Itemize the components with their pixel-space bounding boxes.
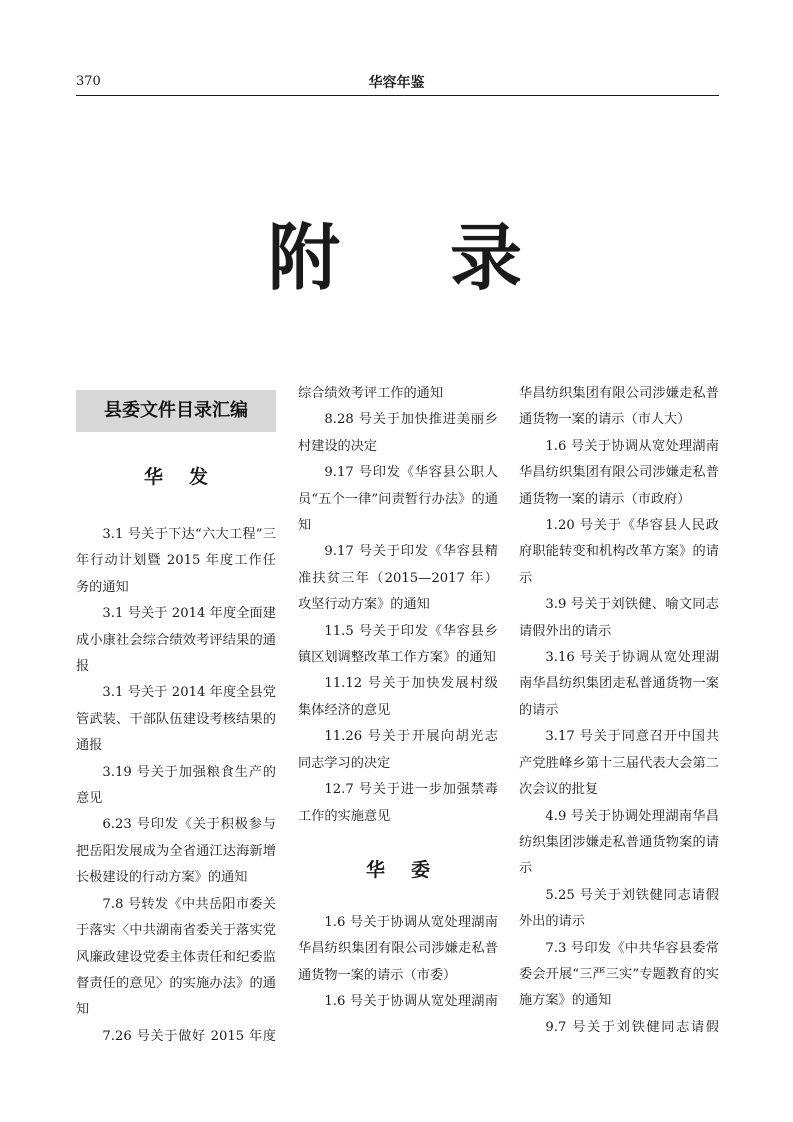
list-item: 11.5 号关于印发《华容县乡镇区划调整改革工作方案》的通知 bbox=[298, 623, 498, 666]
list-item: 5.25 号关于刘铁健同志请假外出的请示 bbox=[519, 887, 719, 930]
column-3 bbox=[519, 381, 719, 1041]
header-rule bbox=[76, 95, 719, 96]
column-2 bbox=[298, 381, 498, 1016]
list-item: 12.7 号关于进一步加强禁毒工作的实施意见 bbox=[298, 782, 498, 824]
page-number: 370 bbox=[76, 74, 101, 89]
list-item: 8.28 号关于加快推进美丽乡村建设的决定 bbox=[298, 412, 498, 454]
list-item-continued: 华昌纺织集团有限公司涉嫌走私普通货物一案的请示（市人大） bbox=[519, 386, 719, 428]
list-item: 3.17 号关于同意召开中国共产党胜峰乡第十三届代表大会第二次会议的批复 bbox=[519, 729, 719, 798]
list-item: 3.1 号关于下达“六大工程”三年行动计划暨 2015 年度工作任务的通知 bbox=[76, 527, 276, 595]
list-item: 9.17 号印发《华容县公职人员“五个一律”问责暂行办法》的通知 bbox=[298, 465, 498, 534]
column-1 bbox=[76, 381, 276, 1050]
list-item: 7.8 号转发《中共岳阳市委关于落实〈中共湖南省委关于落实党风廉政建设党委主体责任和纪委监督责任的意见〉的实施办法》的通知 bbox=[76, 896, 276, 1018]
list-item: 1.6 号关于协调从宽处理湖南 bbox=[324, 994, 498, 1010]
running-header-title: 华容年鉴 bbox=[368, 75, 425, 91]
list-item: 1.20 号关于《华容县人民政府职能转变和机构改革方案》的请示 bbox=[519, 518, 719, 586]
list-item: 6.23 号印发《关于积极参与把岳阳发展成为全省通江达海新增长极建设的行动方案》的通知 bbox=[76, 817, 276, 886]
subsection-heading-huafa: 华发 bbox=[143, 466, 234, 488]
list-item-continued: 综合绩效考评工作的通知 bbox=[298, 386, 444, 401]
list-item: 3.19 号关于加强粮食生产的意见 bbox=[76, 764, 276, 807]
list-item: 7.3 号印发《中共华容县委常委会开展“三严三实”专题教育的实施方案》的通知 bbox=[519, 940, 719, 1009]
list-item: 3.1 号关于 2014 年度全面建成小康社会综合绩效考评结果的通报 bbox=[76, 606, 276, 675]
list-item: 1.6 号关于协调从宽处理湖南华昌纺织集团有限公司涉嫌走私普通货物一案的请示（市委） bbox=[298, 914, 498, 983]
list-item: 3.1 号关于 2014 年度全县党管武装、干部队伍建设考核结果的通报 bbox=[76, 685, 276, 754]
list-item: 11.12 号关于加快发展村级集体经济的意见 bbox=[298, 676, 498, 718]
list-item: 1.6 号关于协调从宽处理湖南华昌纺织集团有限公司涉嫌走私普通货物一案的请示（市政府） bbox=[519, 438, 719, 507]
list-item: 3.16 号关于协调从宽处理湖南华昌纺织集团走私普通货物一案的请示 bbox=[519, 650, 719, 718]
list-item: 9.7 号关于刘铁健同志请假 bbox=[545, 1019, 719, 1035]
list-item: 11.26 号关于开展向胡光志同志学习的决定 bbox=[298, 729, 498, 771]
subsection-heading-huawei: 华委 bbox=[365, 858, 456, 881]
list-item: 4.9 号关于协调处理湖南华昌纺织集团涉嫌走私普通货物案的请示 bbox=[519, 808, 719, 877]
list-item: 9.17 号关于印发《华容县精准扶贫三年（2015—2017 年）攻坚行动方案》的通知 bbox=[298, 544, 498, 613]
list-item: 7.26 号关于做好 2015 年度 bbox=[102, 1028, 276, 1044]
page-title: 附录 bbox=[268, 215, 633, 300]
list-item: 3.9 号关于刘铁健、喻文同志请假外出的请示 bbox=[519, 597, 719, 639]
section-title-box: 县委文件目录汇编 bbox=[76, 390, 276, 432]
